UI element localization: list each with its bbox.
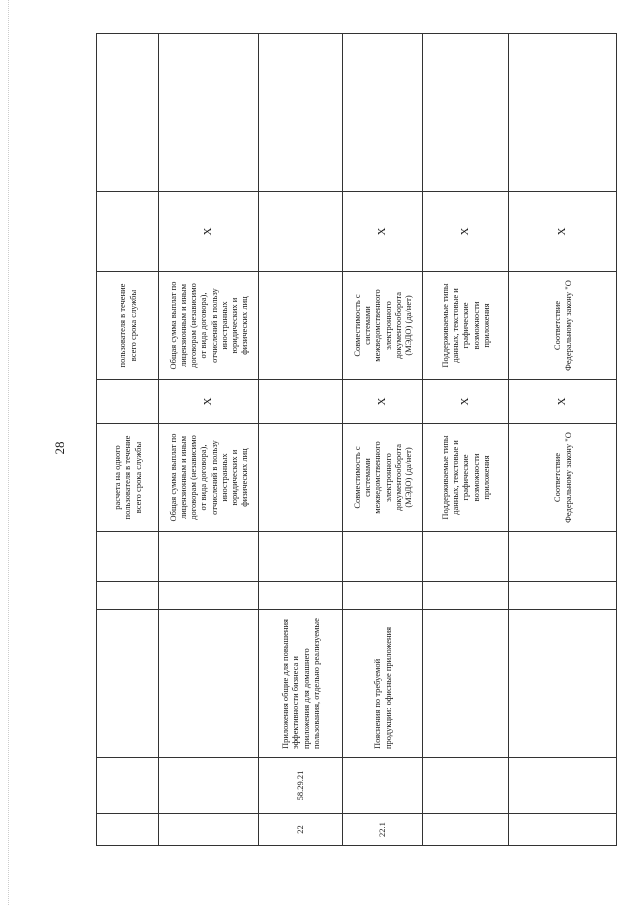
table-cell-c5	[509, 532, 617, 582]
table-cell-c10	[509, 34, 617, 192]
table-cell-c9	[259, 192, 343, 272]
table-cell-name: Пояснения по требуемой продукции: офисные приложения	[343, 610, 423, 758]
table-cell-c6: Поддерживаемые типы данных, текстовые и графические возможности приложения	[423, 424, 509, 532]
table-cell-c8: Поддерживаемые типы данных, текстовые и графические возможности приложения	[423, 272, 509, 380]
table-row	[343, 34, 423, 846]
table-cell-c10	[97, 34, 159, 192]
table-cell-c7: X	[159, 380, 259, 424]
rotated-table-wrapper	[96, 34, 616, 846]
table-cell-c8	[259, 272, 343, 380]
table-cell-c8: пользователя в течение всего срока службы	[97, 272, 159, 380]
table-cell-code	[97, 758, 159, 814]
table-cell-c5	[343, 532, 423, 582]
table-cell-c10	[159, 34, 259, 192]
table-cell-name	[423, 610, 509, 758]
table-cell-c6: Соответствие Федеральному закону "О	[509, 424, 617, 532]
table-cell-code	[159, 758, 259, 814]
table-cell-c8: Общая сумма выплат по лицензионным и иным договорам (независимо от вида договора), отчислений в пользу иностранных юридических и физических лиц	[159, 272, 259, 380]
table-cell-c5	[97, 532, 159, 582]
table-cell-c9: X	[159, 192, 259, 272]
table-row	[509, 34, 617, 846]
page-number: 28	[52, 441, 67, 455]
table-cell-c6: Совместимость с системами межведомственного электронного документооборота (МЭДО) (да/нет)	[343, 424, 423, 532]
table-cell-c7	[259, 380, 343, 424]
table-cell-no: 22.1	[343, 814, 423, 846]
table-cell-name	[97, 610, 159, 758]
table-cell-c8: Совместимость с системами межведомственного электронного документооборота (МЭДО) (да/нет)	[343, 272, 423, 380]
table-cell-c4	[423, 582, 509, 610]
table-cell-c5	[159, 532, 259, 582]
table-cell-c4	[97, 582, 159, 610]
table-cell-c4	[343, 582, 423, 610]
table-cell-c9: X	[509, 192, 617, 272]
table-cell-c7: X	[343, 380, 423, 424]
table-cell-name: Приложения общие для повышения эффективности бизнеса и приложения для домашнего пользования, отдельно реализуемые	[259, 610, 343, 758]
table-cell-c9: X	[343, 192, 423, 272]
table-cell-c9	[97, 192, 159, 272]
table-cell-no	[509, 814, 617, 846]
table-row	[259, 34, 343, 846]
table-cell-name	[509, 610, 617, 758]
table-cell-c8: Соответствие Федеральному закону "О	[509, 272, 617, 380]
table-cell-no	[159, 814, 259, 846]
table-body	[97, 34, 617, 846]
table-row	[97, 34, 159, 846]
table-cell-c4	[509, 582, 617, 610]
table-cell-c10	[259, 34, 343, 192]
table-cell-no	[97, 814, 159, 846]
table-cell-c6	[259, 424, 343, 532]
table-cell-code	[343, 758, 423, 814]
table-cell-c7: X	[423, 380, 509, 424]
binding-margin-line	[8, 0, 9, 905]
table-cell-c6: Общая сумма выплат по лицензионным и иным договорам (независимо от вида договора), отчислений в пользу иностранных юридических и физических лиц	[159, 424, 259, 532]
table-cell-c6: расчета на одного пользователя в течение всего срока службы	[97, 424, 159, 532]
table-cell-c7: X	[509, 380, 617, 424]
table-cell-no: 22	[259, 814, 343, 846]
table-cell-code	[509, 758, 617, 814]
table-cell-code: 58.29.21	[259, 758, 343, 814]
table-cell-c9: X	[423, 192, 509, 272]
table-cell-c10	[423, 34, 509, 192]
table-cell-c5	[259, 532, 343, 582]
table-cell-c4	[159, 582, 259, 610]
rotated-table-sheet	[96, 34, 616, 846]
requirements-table	[96, 33, 617, 846]
table-cell-code	[423, 758, 509, 814]
table-cell-name	[159, 610, 259, 758]
table-cell-c4	[259, 582, 343, 610]
table-cell-no	[423, 814, 509, 846]
table-cell-c10	[343, 34, 423, 192]
table-row	[159, 34, 259, 846]
table-cell-c5	[423, 532, 509, 582]
table-cell-c7	[97, 380, 159, 424]
table-row	[423, 34, 509, 846]
